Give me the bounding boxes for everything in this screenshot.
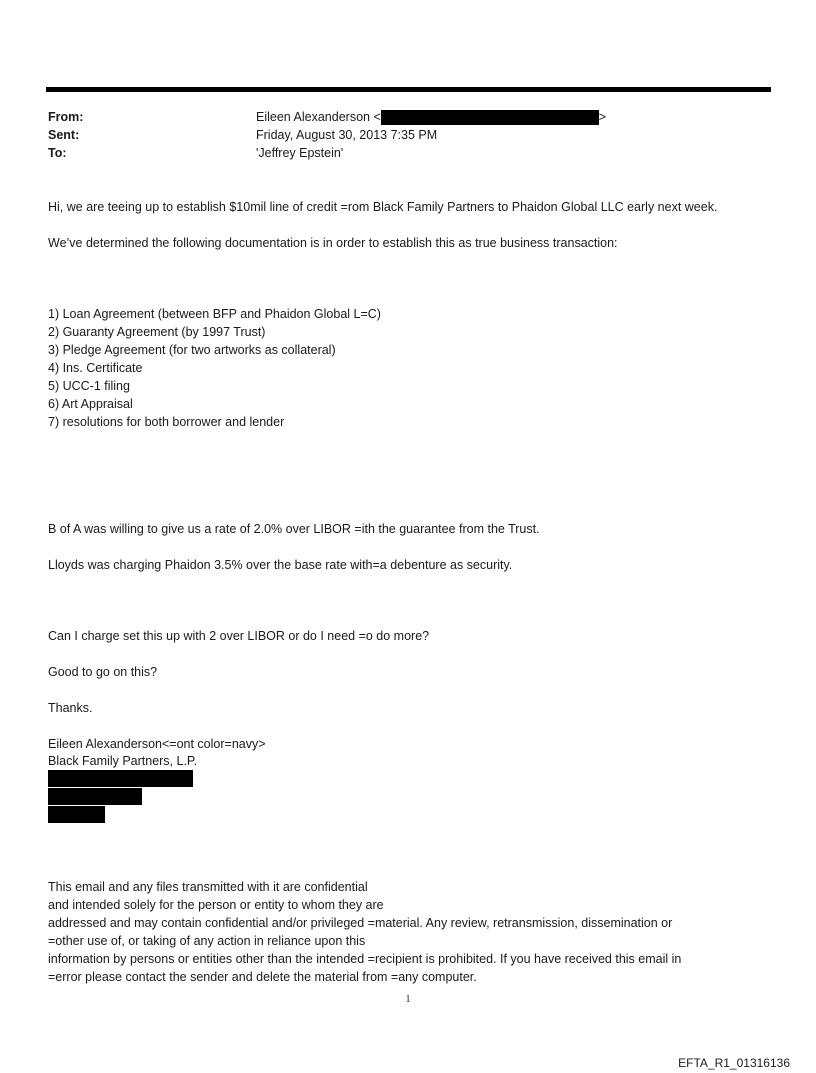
documentation-list [48, 305, 381, 431]
disclaimer-line: =error please contact the sender and delete the material from =any computer. [48, 970, 477, 984]
body-paragraph-7: Thanks. [48, 701, 93, 715]
disclaimer-line: =other use of, or taking of any action in reliance upon this [48, 934, 366, 948]
disclaimer-line: This email and any files transmitted with it are confidential [48, 880, 368, 894]
body-paragraph-6: Good to go on this? [48, 665, 158, 679]
redacted-email [381, 110, 599, 125]
confidentiality-disclaimer [48, 878, 778, 986]
redacted-signature-line-2 [48, 788, 142, 805]
body-paragraph-4: Lloyds was charging Phaidon 3.5% over the base rate with=a debenture as security. [48, 558, 513, 572]
list-item: 4) Ins. Certificate [48, 361, 143, 375]
from-label: From: [48, 110, 84, 124]
list-item: 5) UCC-1 filing [48, 379, 130, 393]
list-item: 2) Guaranty Agreement (by 1997 Trust) [48, 325, 266, 339]
body-paragraph-2: We’ve determined the following documentation is in order to establish this as true business transaction: [48, 236, 618, 250]
sent-label: Sent: [48, 128, 80, 142]
disclaimer-line: and intended solely for the person or entity to whom they are [48, 898, 384, 912]
document-id-stamp: EFTA_R1_01316136 [678, 1056, 790, 1070]
body-paragraph-5: Can I charge set this up with 2 over LIBOR or do I need =o do more? [48, 629, 430, 643]
redacted-signature-line-1 [48, 770, 193, 787]
to-label: To: [48, 146, 67, 160]
disclaimer-line: information by persons or entities other than the intended =recipient is prohibited. If you have received this email in [48, 952, 682, 966]
body-paragraph-1: Hi, we are teeing up to establish $10mil line of credit =rom Black Family Partners to Phaidon Global LLC early next week. [48, 200, 718, 214]
signature-company: Black Family Partners, L.P. [48, 754, 198, 768]
list-item: 1) Loan Agreement (between BFP and Phaidon Global L=C) [48, 307, 381, 321]
disclaimer-line: addressed and may contain confidential and/or privileged =material. Any review, retransmission, dissemination or [48, 916, 673, 930]
body-paragraph-3: B of A was willing to give us a rate of 2.0% over LIBOR =ith the guarantee from the Trust. [48, 522, 540, 536]
page-number: 1 [405, 994, 411, 1005]
list-item: 3) Pledge Agreement (for two artworks as collateral) [48, 343, 336, 357]
list-item: 7) resolutions for both borrower and lender [48, 415, 285, 429]
header-rule [46, 87, 771, 92]
from-value: Eileen Alexanderson < > [256, 110, 607, 124]
redacted-signature-line-3 [48, 806, 105, 823]
list-item: 6) Art Appraisal [48, 397, 133, 411]
sent-value: Friday, August 30, 2013 7:35 PM [256, 128, 438, 142]
signature-name: Eileen Alexanderson<=ont color=navy> [48, 737, 266, 751]
to-value: 'Jeffrey Epstein' [256, 146, 344, 160]
